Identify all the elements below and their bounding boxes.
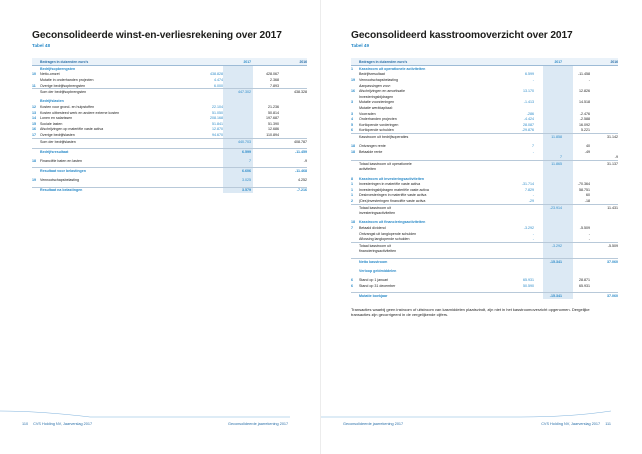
row-note-number: 15	[32, 121, 36, 126]
subtotal-2017: 7	[249, 158, 251, 163]
table-row	[351, 187, 618, 193]
subtotal-2017: 440.703	[238, 139, 251, 144]
right-page	[321, 0, 642, 454]
row-label: Kasstroom uit financieringsactiviteiten	[359, 220, 426, 225]
value-2016: -18	[584, 199, 590, 204]
section-row	[351, 258, 618, 265]
table-row	[351, 204, 618, 211]
value-2017: -	[532, 77, 534, 82]
row-note-number: 18	[32, 158, 36, 163]
row-note-number: 6	[351, 128, 353, 133]
header-year-current: 2017	[243, 59, 251, 64]
subtotal-2016: 4.252	[298, 178, 307, 183]
row-label: Kasstroom uit bedrijfsoperaties	[359, 134, 409, 139]
subtotal-2017: -23.914	[549, 205, 562, 210]
row-label: Ontvangen rente	[359, 144, 386, 149]
table-row	[351, 88, 618, 94]
page-title: Geconsolideerde winst-en-verliesrekening over 2017	[32, 30, 282, 41]
value-2016: 40	[586, 144, 590, 149]
row-note-number: 6	[351, 277, 353, 282]
row-label: activiteiten	[359, 167, 376, 172]
row-label: Mutatie werkkapitaal:	[359, 105, 393, 110]
income-statement-table	[32, 58, 307, 193]
row-label: Kortlopende schulden	[359, 128, 394, 133]
subtotal-2017: 6.606	[242, 169, 251, 174]
table-row	[351, 242, 618, 249]
value-2016: 428.067	[266, 72, 279, 77]
row-label: Betaald dividend	[359, 226, 386, 231]
row-label: Overige bedrijfsopbrengsten	[40, 83, 86, 88]
table-row	[351, 193, 618, 199]
row-label: Mutatie boekjaar	[359, 293, 388, 298]
value-2016: 21.236	[268, 104, 279, 109]
row-label: Som der bedrijfslasten	[40, 139, 76, 144]
row-note-number: 13	[32, 110, 36, 115]
subtotal-2017: -3.292	[551, 243, 562, 248]
value-2016: 28.871	[579, 277, 590, 282]
row-note-number: 7	[351, 226, 353, 231]
subtotal-2016: 31.137	[607, 161, 618, 166]
row-label: Bedrijfsopbrengsten	[40, 66, 76, 71]
subtotal-2017: 3.025	[242, 178, 251, 183]
cash-flow-table	[351, 58, 618, 299]
value-2017: 7	[532, 144, 534, 149]
value-2016: 60	[586, 193, 590, 198]
row-label: Netto-omzet	[40, 72, 60, 77]
row-note-number: 18	[351, 144, 355, 149]
value-2017: 22.104	[212, 104, 223, 109]
value-2017: -3.292	[523, 226, 534, 231]
footer	[22, 422, 289, 426]
value-2016: -	[588, 231, 590, 236]
subtotal-2017: 7	[560, 155, 562, 160]
table-row	[351, 111, 618, 117]
row-label: Investeringen in materiële vaste activa	[359, 182, 421, 187]
row-note-number: 1	[351, 193, 353, 198]
value-2016: -49	[584, 149, 590, 154]
row-label: Bedrijfsresultaat	[40, 149, 69, 154]
row-note-number: 11	[32, 83, 36, 88]
page-number: 110	[22, 422, 29, 426]
table-row	[351, 72, 618, 78]
table-header	[32, 58, 307, 66]
header-label: Bedragen in duizenden euro's	[40, 59, 89, 64]
section-row	[32, 187, 307, 194]
row-note-number: 16	[351, 89, 355, 94]
value-2016: 2.368	[270, 77, 279, 82]
table-header	[351, 58, 618, 66]
row-label: Netto kasstroom	[359, 259, 388, 264]
footer-section: Geconsolideerde jaarrekening 2017	[228, 422, 289, 426]
table-row	[351, 160, 618, 167]
table-row	[351, 77, 618, 83]
value-2016: -2.476	[579, 111, 590, 116]
section-row	[32, 167, 307, 174]
value-2017: 94.670	[212, 132, 223, 137]
value-2017: 65.931	[523, 277, 534, 282]
row-label: Totaal kasstroom uit	[359, 205, 391, 210]
value-2016: -5.509	[579, 226, 590, 231]
page-number: 111	[605, 422, 611, 426]
subtotal-2016: -11.468	[295, 169, 307, 174]
row-note-number: 3	[351, 111, 353, 116]
table-row	[351, 100, 618, 106]
value-2017: -29	[528, 199, 534, 204]
subtotal-2017: 11.865	[551, 161, 562, 166]
value-2016: 14.518	[579, 100, 590, 105]
value-2016: 16.092	[579, 122, 590, 127]
subtotal-2016: 438.328	[294, 90, 307, 95]
value-2016: 110.894	[266, 132, 279, 137]
row-note-number: 19	[351, 77, 355, 82]
row-note-number: 10	[32, 72, 36, 77]
row-label: Vennootschapsbelasting	[359, 77, 398, 82]
subtotal-2017: -15.341	[549, 259, 562, 264]
table-label: Tabel 48	[32, 43, 51, 48]
value-2017: 50.590	[523, 283, 534, 288]
subtotal-2016: -5.509	[607, 243, 618, 248]
value-2016: 51.390	[268, 121, 279, 126]
table-row	[32, 110, 307, 116]
value-2016: -	[588, 77, 590, 82]
row-note-number: 5	[351, 122, 353, 127]
section-row	[351, 292, 618, 299]
row-label: Kasstroom uit operationele activiteiten	[359, 66, 426, 71]
section-row	[32, 148, 307, 155]
row-label: Afschrijvingen en amortisatie	[359, 89, 405, 94]
row-label: Afschrijvingen op materiële vaste activa	[40, 127, 104, 132]
value-2017: -	[532, 237, 534, 242]
table-row	[351, 283, 618, 289]
table-row	[32, 115, 307, 121]
row-label: Desinvesteringen in materiële vaste activa	[359, 193, 427, 198]
subtotal-2016: -9	[614, 155, 618, 160]
subtotal-2016: -11.459	[295, 149, 307, 154]
value-2016: -2.588	[579, 117, 590, 122]
row-label: Onderhanden projecten	[359, 117, 397, 122]
subtotal-2017: -15.341	[549, 293, 562, 298]
value-2017: -29.876	[521, 128, 534, 133]
subtotal-2017: 3.579	[242, 188, 251, 193]
row-note-number: 19	[32, 178, 36, 183]
table-row	[351, 133, 618, 140]
table-label: Tabel 49	[351, 43, 370, 48]
value-2017: -	[532, 149, 534, 154]
table-row	[351, 231, 618, 237]
value-2017: 51.050	[212, 110, 223, 115]
row-label: Vennootschapsbelasting	[40, 178, 79, 183]
value-2016: 12.826	[579, 89, 590, 94]
row-note-number: 4	[351, 117, 353, 122]
value-2017: 438.828	[210, 72, 223, 77]
value-2016: 197.687	[266, 116, 279, 121]
row-note-number: 12	[32, 104, 36, 109]
value-2017: 51.841	[212, 121, 223, 126]
value-2016: -11.458	[578, 72, 590, 77]
header-year-previous: 2016	[610, 59, 618, 64]
row-note-number: 8	[351, 176, 353, 181]
table-row	[32, 72, 307, 78]
value-2016: 65.931	[579, 283, 590, 288]
row-label: investeringsactiviteiten	[359, 211, 396, 216]
row-label: Financiële baten en lasten	[40, 158, 82, 163]
subtotal-2016: 31.142	[607, 134, 618, 139]
footer	[343, 422, 611, 426]
value-2017: 7.829	[525, 187, 534, 192]
value-2017: 13.170	[523, 89, 534, 94]
row-label: Aanpassingen voor:	[359, 83, 391, 88]
value-2016: 5.221	[581, 128, 590, 133]
table-row	[32, 121, 307, 127]
table-row	[351, 181, 618, 187]
row-note-number: 1	[351, 66, 353, 71]
footer-org: CVS Holding NV, Jaarverslag 2017	[33, 422, 93, 426]
row-label: Ontvangst uit langlopende schulden	[359, 231, 417, 236]
value-2017: 6.000	[214, 83, 223, 88]
value-2017: -	[532, 231, 534, 236]
row-note-number: 1	[351, 182, 353, 187]
value-2016: 7.893	[270, 83, 279, 88]
value-2017: -4.424	[523, 117, 534, 122]
value-2016: 12.686	[268, 127, 279, 132]
value-2017: 28.087	[523, 122, 534, 127]
row-label: (Des)investeringen financiële vaste activa	[359, 199, 426, 204]
table-row	[32, 88, 307, 95]
row-label: Overige bedrijfslasten	[40, 132, 75, 137]
table-row	[351, 143, 618, 149]
table-row	[32, 127, 307, 133]
table-row	[32, 132, 307, 138]
table-row	[351, 116, 618, 122]
subtotal-2016: 11.431	[607, 205, 618, 210]
table-row	[351, 122, 618, 128]
subtotal-2016: 37.060	[607, 293, 618, 298]
row-label: Kosten voor grond- en hulpstoffen	[40, 104, 95, 109]
page-title: Geconsolideerd kasstroomoverzicht over 2017	[351, 30, 573, 41]
row-label: Stand op 1 januari	[359, 277, 389, 282]
row-label: Sociale lasten	[40, 121, 63, 126]
footer-curve	[321, 410, 611, 418]
row-label: Kosten uitbesteed werk en andere externe kosten	[40, 110, 120, 115]
row-label: Stand op 31 december	[359, 283, 396, 288]
footer-curve	[0, 410, 290, 418]
row-label: Kortlopende vorderingen	[359, 122, 399, 127]
subtotal-2016: 408.787	[294, 139, 307, 144]
value-2017: 208.168	[210, 116, 223, 121]
row-label: financieringsactiviteiten	[359, 249, 397, 254]
value-2017: 6.599	[525, 72, 534, 77]
subtotal-2016: -9	[303, 158, 307, 163]
table-row	[32, 104, 307, 110]
subtotal-2016: 37.060	[607, 259, 618, 264]
row-label: Totaal kasstroom uit	[359, 243, 391, 248]
footer-section: Geconsolideerde jaarrekening 2017	[343, 422, 404, 426]
row-label: Mutatie voorzieningen	[359, 100, 395, 105]
row-label: Bedrijfsresultaat	[359, 72, 385, 77]
row-label: Investeringsbijdragen materiële vaste activa	[359, 187, 429, 192]
value-2017: -286	[526, 111, 534, 116]
row-note-number: 2	[351, 199, 353, 204]
header-label: Bedragen in duizenden euro's	[359, 59, 408, 64]
table-row	[32, 138, 307, 145]
value-2017: -1.413	[523, 100, 534, 105]
value-2017: 12.870	[212, 127, 223, 132]
value-2016: 50.814	[268, 110, 279, 115]
row-note-number: 6	[351, 283, 353, 288]
row-label: Mutatie in onderhanden projecten	[40, 77, 94, 82]
row-note-number: 17	[32, 132, 36, 137]
value-2017: -31.714	[521, 182, 534, 187]
row-label: Totaal kasstroom uit operationele	[359, 161, 412, 166]
subtotal-2017: 447.302	[238, 90, 251, 95]
subtotal-2017: 6.599	[242, 149, 251, 154]
row-label: Kasstroom uit investeringsactiviteiten	[359, 176, 425, 181]
value-2016: -	[588, 237, 590, 242]
table-row	[351, 277, 618, 283]
row-note-number: 3	[351, 100, 353, 105]
row-label: Investeringsbijdragen	[359, 94, 394, 99]
row-note-number: 18	[351, 220, 355, 225]
row-label: Verloop geldmiddelen	[359, 268, 397, 273]
row-label: Aflossing langlopende schulden	[359, 237, 410, 242]
header-year-previous: 2016	[299, 59, 307, 64]
row-note-number: 14	[32, 116, 36, 121]
table-row	[351, 128, 618, 134]
header-year-current: 2017	[554, 59, 562, 64]
footer-org: CVS Holding NV, Jaarverslag 2017	[541, 422, 601, 426]
table-row	[351, 236, 618, 242]
subtotal-2017: 11.858	[551, 134, 562, 139]
row-label: Lonen en salarissen	[40, 116, 73, 121]
row-note-number: 16	[32, 127, 36, 132]
row-note-number: 18	[351, 149, 355, 154]
table-row	[32, 83, 307, 89]
value-2017: -	[532, 193, 534, 198]
row-label: Bedrijfslasten	[40, 99, 64, 104]
row-label: Som der bedrijfsopbrengsten	[40, 90, 87, 95]
row-label: Betaalde rente	[359, 149, 383, 154]
table-row	[351, 225, 618, 231]
table-row	[32, 77, 307, 83]
value-2016: -70.364	[577, 182, 590, 187]
value-2016: 58.751	[579, 187, 590, 192]
subtotal-2016: -7.216	[296, 188, 307, 193]
table-row	[351, 198, 618, 204]
footnote: Transacties waarbij geen instroom of uitstroom van kasmiddelen plaatsvindt, zijn niet in het kasstroomoverzicht opgenomen. Dergelijke transacties zijn gecorrigeerd in de vergelijkende cijfers.	[351, 306, 590, 317]
table-row	[351, 149, 618, 155]
row-label: Voorraden	[359, 111, 376, 116]
row-label: Resultaat voor belastingen	[40, 169, 86, 174]
row-label: Resultaat na belastingen	[40, 188, 83, 193]
value-2017: 4.474	[214, 77, 223, 82]
row-note-number: 1	[351, 187, 353, 192]
